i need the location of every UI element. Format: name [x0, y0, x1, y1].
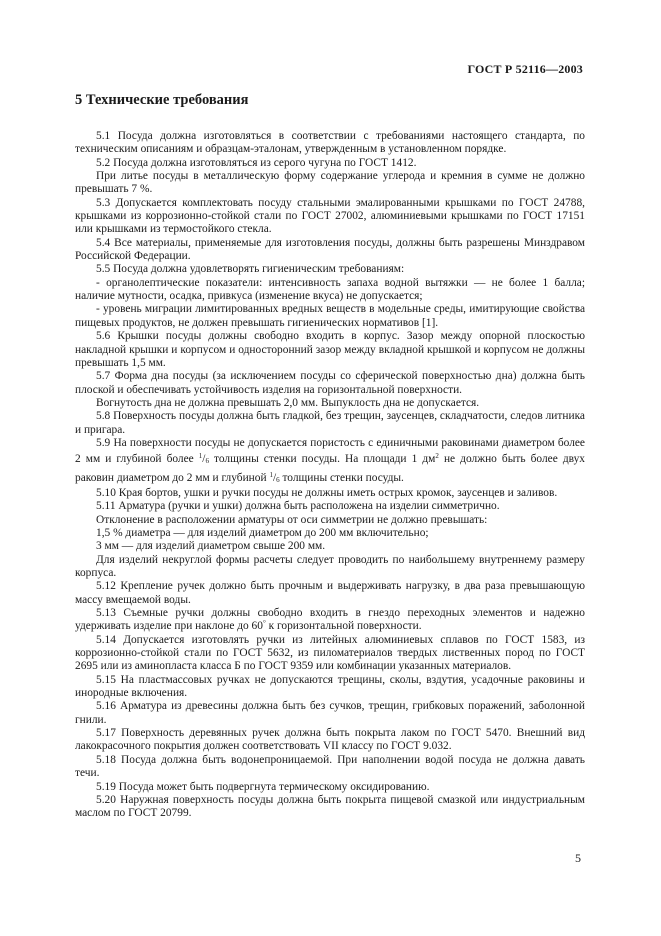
section-title: 5 Технические требования — [75, 92, 249, 108]
paragraph-5-11: 5.11 Арматура (ручки и ушки) должна быть расположена на изделии симметрично. — [96, 500, 500, 513]
paragraph-5-12: 5.12 Крепление ручек должно быть прочным и выдерживать нагрузку, в два раза превышающую массу вмещаемой воды. — [75, 580, 585, 606]
fraction-one-sixth-2: $^1$/6 — [269, 470, 280, 484]
paragraph-5-5-migration: - уровень миграции лимитированных вредных веществ в модельные среды, имитирующие свойства пищевых продуктов, не должен превышать гигиенических нормативов [1]. — [75, 303, 585, 329]
paragraph-5-13-text-2: к горизонтальной поверхности. — [268, 620, 422, 633]
paragraph-5-11-small: 1,5 % диаметра — для изделий диаметром до 200 мм включительно; — [96, 526, 429, 539]
paragraph-5-13-text-1: 5.13 Съемные ручки должны свободно входить в гнездо переходных элементов и надежно удерживать изделие при наклоне до 60 — [75, 607, 585, 633]
fraction-numerator-2: 1 — [269, 470, 273, 479]
paragraph-5-9-text-2: толщины стенки посуды. На площади 1 дм — [214, 453, 436, 466]
paragraph-5-15: 5.15 На пластмассовых ручках не допускаются трещины, сколы, вздутия, усадочные раковины и инородные включения. — [75, 673, 585, 700]
fraction-one-sixth: $^1$/6 — [198, 452, 209, 466]
paragraph-5-14: 5.14 Допускается изготовлять ручки из литейных алюминиевых сплавов по ГОСТ 1583, из коррозионно-стойкой стали по ГОСТ 5632, из пиломатериалов твердых лиственных пород по ГОСТ 2695 или из аминопласта класса Б по ГОСТ 9359 или комбинации указанных материалов. — [75, 633, 585, 673]
paragraph-5-6: 5.6 Крышки посуды должны свободно входить в корпус. Зазор между опорной плоскостью накладной крышки и корпусом и односторонний зазор между вкладной крышкой и корпусом не должны превышать 1,5 мм. — [75, 330, 585, 369]
paragraph-5-20: 5.20 Наружная поверхность посуды должна быть покрыта пищевой смазкой или индустриальным маслом по ГОСТ 20799. — [75, 793, 585, 820]
paragraph-5-3: 5.3 Допускается комплектовать посуду стальными эмалированными крышками по ГОСТ 24788, крышками из коррозионно-стойкой стали по ГОСТ 27002, алюминиевыми крышками по ГОСТ 17151 или крышками из термостойкого стекла. — [75, 196, 585, 236]
fraction-denominator: 6 — [205, 457, 209, 466]
paragraph-5-18: 5.18 Посуда должна быть водонепроницаемой. При наполнении водой посуда не должна давать течи. — [75, 753, 585, 780]
superscript-square: 2 — [435, 452, 439, 461]
paragraph-5-10: 5.10 Края бортов, ушки и ручки посуды не должны иметь острых кромок, заусенцев и заливов. — [96, 486, 558, 499]
paragraph-5-2: 5.2 Посуда должна изготовляться из серого чугуна по ГОСТ 1412. — [96, 156, 417, 169]
document-header: ГОСТ Р 52116—2003 — [467, 62, 583, 76]
degree-sign: ° — [262, 619, 266, 628]
paragraph-5-9-text-4: толщины стенки посуды. — [282, 471, 404, 484]
paragraph-5-17: 5.17 Поверхность деревянных ручек должна быть покрыта лаком по ГОСТ 5470. Внешний вид лакокрасочного покрытия должен соответствовать VII классу по ГОСТ 9.032. — [75, 727, 585, 753]
paragraph-5-9-text-3: не должно быть более двух раковин диаметром до 2 мм и глубиной — [75, 453, 585, 484]
paragraph-5-19: 5.19 Посуда может быть подвергнута термическому оксидированию. — [96, 780, 430, 793]
paragraph-5-11-noncircular: Для изделий некруглой формы расчеты следует проводить по наибольшему внутреннему размеру корпуса. — [75, 553, 585, 579]
body-text — [75, 130, 585, 821]
paragraph-5-8: 5.8 Поверхность посуды должна быть гладкой, без трещин, заусенцев, складчатости, следов литника и пригара. — [75, 410, 585, 436]
paragraph-5-9 — [75, 437, 585, 487]
paragraph-5-11-large: 3 мм — для изделий диаметром свыше 200 мм. — [96, 540, 326, 553]
paragraph-5-16: 5.16 Арматура из древесины должна быть без сучков, трещин, грибковых поражений, заболонной гнили. — [75, 700, 585, 726]
paragraph-5-2-carbon: При литье посуды в металлическую форму содержание углерода и кремния в сумме не должно превышать 7 %. — [75, 170, 585, 196]
page-number: 5 — [575, 851, 581, 865]
paragraph-5-13 — [75, 607, 585, 634]
paragraph-5-1: 5.1 Посуда должна изготовляться в соответствии с требованиями настоящего стандарта, по техническим описаниям и образцам-эталонам, утвержденным в установленном порядке. — [75, 130, 585, 156]
paragraph-5-11-deviation: Отклонение в расположении арматуры от оси симметрии не должно превышать: — [96, 513, 488, 526]
paragraph-5-7-concavity: Вогнутость дна не должна превышать 2,0 мм. Выпуклость дна не допускается. — [96, 396, 480, 409]
fraction-numerator: 1 — [198, 452, 203, 461]
paragraph-5-5-organoleptic: - органолептические показатели: интенсивность запаха водной вытяжки — не более 1 балла; наличие мутности, осадка, привкуса (изменение вкуса) не допускается; — [75, 276, 585, 303]
paragraph-5-9-text-1: 5.9 На поверхности посуды не допускается пористость с единичными раковинами диаметром более 2 мм и глубиной более — [75, 436, 585, 466]
paragraph-5-7: 5.7 Форма дна посуды (за исключением посуды со сферической поверхностью дна) должна быть плоской и обеспечивать устойчивость изделия на горизонтальной поверхности. — [75, 370, 585, 396]
paragraph-5-5: 5.5 Посуда должна удовлетворять гигиеническим требованиям: — [96, 263, 405, 276]
fraction-denominator-2: 6 — [276, 475, 280, 484]
paragraph-5-4: 5.4 Все материалы, применяемые для изготовления посуды, должны быть разрешены Минздравом Российской Федерации. — [75, 236, 585, 263]
